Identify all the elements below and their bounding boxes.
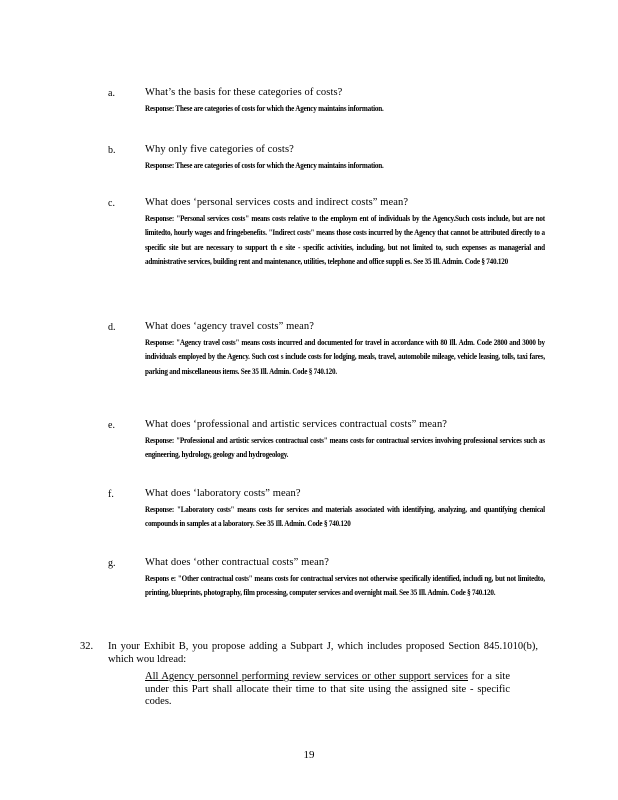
response-text: Response: These are categories of costs for which the Agency maintains information. xyxy=(145,161,384,170)
response-text: Response: "Personal services costs" means costs relative to the employm ent of individuals by the Agency.Such costs include, but are not limitedto, hourly wages and fringebenefits. "Indirect costs" means those costs incurred by the Agency that cannot be attributed directly to a specific site but are necessary to support th e site - specific activities, including, but not limited to, such expenses as managerial and administrative services, building rent and maintenance, utilities, telephone and office suppli es. See 35 Ill. Admin. Code § 740.120 xyxy=(145,214,545,267)
question-text: What does ‘personal services costs and indirect costs” mean? xyxy=(145,197,409,208)
item-letter: a. xyxy=(108,88,115,99)
question-text: Why only five categories of costs? xyxy=(145,144,294,155)
paragraph-text: In your Exhibit B, you propose adding a Subpart J, which includes proposed Section 845.1010(b), which wou ldread: xyxy=(108,641,538,665)
question-text: What does ‘laboratory costs” mean? xyxy=(145,488,301,499)
response-text: Response: "Professional and artistic services contractual costs" means costs for contractual services involving professional services such as engineering, hydrology, geology and hydrogeology. xyxy=(145,436,545,460)
quote-underlined-text: All Agency personnel performing review services or other support services xyxy=(145,671,469,682)
item-letter: f. xyxy=(108,489,114,500)
response-text: Response: These are categories of costs for which the Agency maintains information. xyxy=(145,104,384,113)
quote-text: for a site under this Part shall allocate their time to that site using the assigned site - specific codes. xyxy=(145,671,510,707)
paragraph-number: 32. xyxy=(80,641,94,652)
item-letter: g. xyxy=(108,558,116,569)
page-number: 19 xyxy=(303,749,315,761)
item-letter: c. xyxy=(108,198,115,209)
item-letter: e. xyxy=(108,420,115,431)
response-text: Response: "Laboratory costs" means costs for services and materials associated with identifying, analyzing, and quantifying chemical compounds in samples at a laboratory. See 35 Ill. Admin. Code § 740.120 xyxy=(145,505,545,529)
question-text: What does ‘other contractual costs” mean? xyxy=(145,557,329,568)
proposed-rule-quote xyxy=(145,671,510,709)
response-text: Respons e: "Other contractual costs" means costs for contractual services not otherwise specifically identified, includi ng, but not limitedto, printing, blueprints, photography, film processing, computer services and overnight mail. See 35 Ill. Admin. Code § 740.120. xyxy=(145,574,545,598)
question-text: What does ‘professional and artistic services contractual costs” mean? xyxy=(145,419,448,430)
response-text: Response: "Agency travel costs" means costs incurred and documented for travel in accordance with 80 Ill. Adm. Code 2800 and 3000 by individuals employed by the Agency. Such cost s include costs for lodging, meals, travel, automobile mileage, vehicle leasing, tolls, taxi fares, parking and miscellaneous items. See 35 Ill. Admin. Code § 740.120. xyxy=(145,338,545,376)
question-text: What does ‘agency travel costs” mean? xyxy=(145,321,314,332)
item-letter: d. xyxy=(108,322,116,333)
item-letter: b. xyxy=(108,145,116,156)
question-text: What’s the basis for these categories of costs? xyxy=(145,87,343,98)
